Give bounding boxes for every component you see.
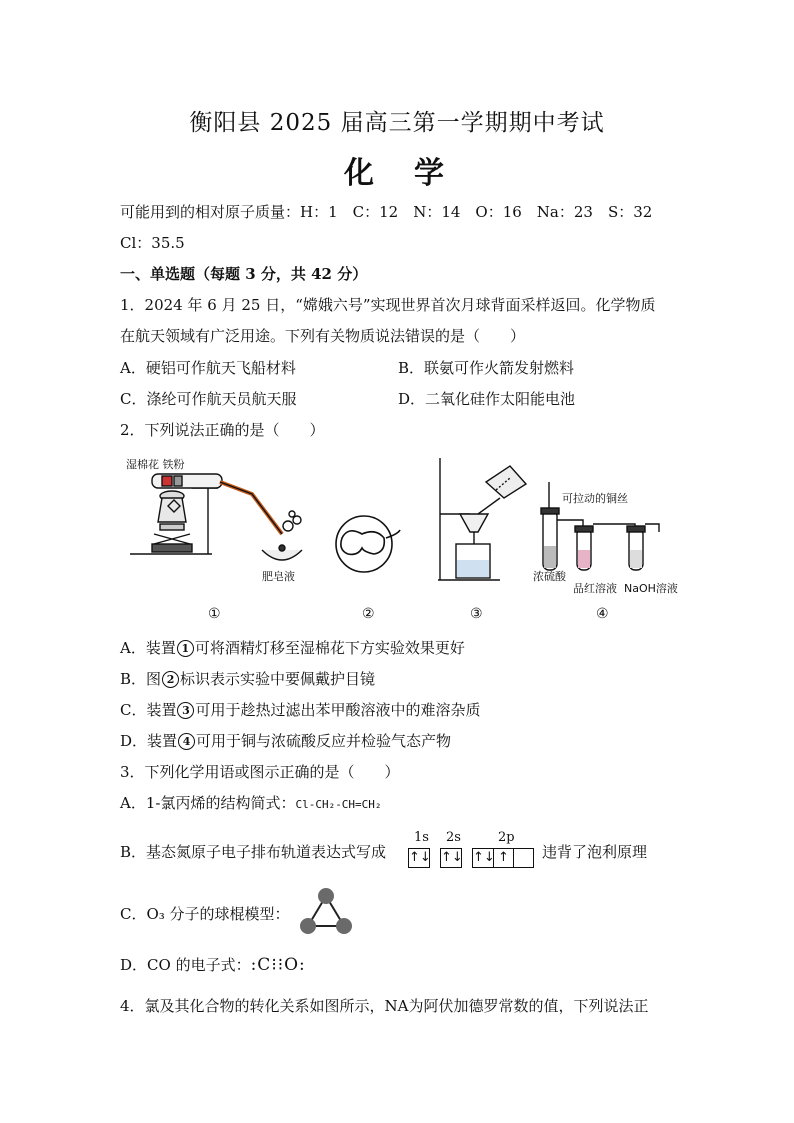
fig-number-4: ④ — [596, 606, 609, 622]
q3-option-d-electron-formula: :C⁝⁝O: — [250, 955, 306, 975]
q2-option-a-prefix: A．装置 — [120, 639, 176, 657]
q1-option-b: B．联氨可作火箭发射燃料 — [398, 359, 575, 377]
orbital-label-1s: 1s — [414, 830, 429, 845]
fig-number-3: ③ — [470, 606, 483, 622]
q3-option-c-text: C．O₃ 分子的球棍模型： — [120, 905, 290, 923]
q2-option-c-text: 可用于趁热过滤出苯甲酸溶液中的难溶杂质 — [195, 701, 481, 719]
orbital-cell — [513, 849, 533, 867]
fig4-label-magenta: 品红溶液 — [573, 582, 617, 595]
q1-stem-line1: 1．2024 年 6 月 25 日，“嫦娥六号”实现世界首次月球背面采样返回。化学物质 — [120, 296, 656, 314]
subject-title — [0, 148, 794, 192]
fig-number-2: ② — [362, 606, 375, 622]
q4-stem: 4．氯及其化合物的转化关系如图所示，NA为阿伏加德罗常数的值，下列说法正 — [120, 997, 649, 1015]
orbital-cell: ↑↓ — [473, 850, 495, 865]
q2-option-c — [120, 700, 481, 720]
q2-option-b-circled-number: 2 — [162, 671, 179, 688]
fig4-label-naoh: NaOH溶液 — [624, 582, 678, 595]
exam-title: 衡阳县 2025 届高三第一学期期中考试 — [189, 110, 605, 136]
q2-option-b-text: 标识表示实验中要佩戴护目镜 — [180, 670, 376, 688]
fig1-label-soap: 肥皂液 — [262, 570, 295, 583]
atomic-masses-line2: Cl：35.5 — [120, 234, 185, 252]
q2-option-c-circled-number: 3 — [177, 702, 194, 719]
q2-option-c-prefix: C．装置 — [120, 701, 177, 719]
q1-option-a: A．硬铝可作航天飞船材料 — [120, 359, 296, 377]
q3-option-b-text: B．基态氮原子电子排布轨道表达式写成 — [120, 843, 387, 861]
q3-option-a — [120, 793, 382, 815]
q2-option-d-circled-number: 4 — [178, 733, 195, 750]
q3-option-d — [120, 955, 306, 975]
oxygen-atom-ball — [300, 918, 316, 934]
orbital-box-2p — [472, 848, 534, 868]
oxygen-atom-ball — [336, 918, 352, 934]
subject-char-2: 学 — [414, 156, 450, 191]
apparatus-3-figure — [430, 452, 530, 582]
q3-option-a-formula: Cl-CH₂-CH=CH₂ — [295, 798, 382, 811]
q3-option-d-text: D．CO 的电子式： — [120, 956, 251, 974]
orbital-cell: ↑ — [493, 849, 513, 867]
fig4-label-copper-wire: 可拉动的铜丝 — [562, 492, 628, 505]
q3-option-a-text: A．1-氯丙烯的结构简式： — [120, 794, 296, 812]
q3-stem: 3．下列化学用语或图示正确的是（ ） — [120, 763, 400, 781]
fig-number-1: ① — [208, 606, 221, 622]
q3-option-b-tail: 违背了泡利原理 — [542, 843, 648, 861]
fig4-label-conc-acid: 浓硫酸 — [533, 570, 566, 583]
atomic-masses-line1: 可能用到的相对原子质量：H：1 C：12 N：14 O：16 Na：23 S：32 — [120, 203, 653, 221]
q1-option-c: C．涤纶可作航天员航天服 — [120, 390, 297, 408]
q2-option-a-text: 可将酒精灯移至湿棉花下方实验效果更好 — [194, 639, 465, 657]
q2-option-d-prefix: D．装置 — [120, 732, 178, 750]
orbital-cell: ↑↓ — [441, 850, 463, 865]
q2-option-d-text: 可用于铜与浓硫酸反应并检验气态产物 — [196, 732, 452, 750]
oxygen-atom-ball — [318, 888, 334, 904]
orbital-cell: ↑↓ — [409, 850, 431, 865]
fig1-label-cotton-iron: 湿棉花 铁粉 — [126, 458, 185, 471]
q2-stem: 2．下列说法正确的是（ ） — [120, 421, 325, 439]
q2-option-a-circled-number: 1 — [177, 640, 194, 657]
safety-goggles-icon — [328, 508, 408, 578]
orbital-box-1s — [408, 848, 430, 868]
q2-option-a — [120, 638, 465, 658]
section-heading: 一、单选题（每题 3 分，共 42 分） — [120, 265, 368, 283]
orbital-label-2s: 2s — [446, 830, 461, 845]
q2-option-b — [120, 669, 375, 689]
subject-char-1: 化 — [344, 156, 380, 191]
q1-stem-line2: 在航天领域有广泛用途。下列有关物质说法错误的是（ ） — [120, 327, 526, 345]
q1-option-d: D．二氧化硅作太阳能电池 — [398, 390, 576, 408]
q2-option-d — [120, 731, 451, 751]
orbital-box-2s — [440, 848, 462, 868]
ozone-ball-stick-model — [298, 886, 354, 936]
orbital-label-2p: 2p — [498, 830, 515, 845]
q2-option-b-prefix: B．图 — [120, 670, 162, 688]
